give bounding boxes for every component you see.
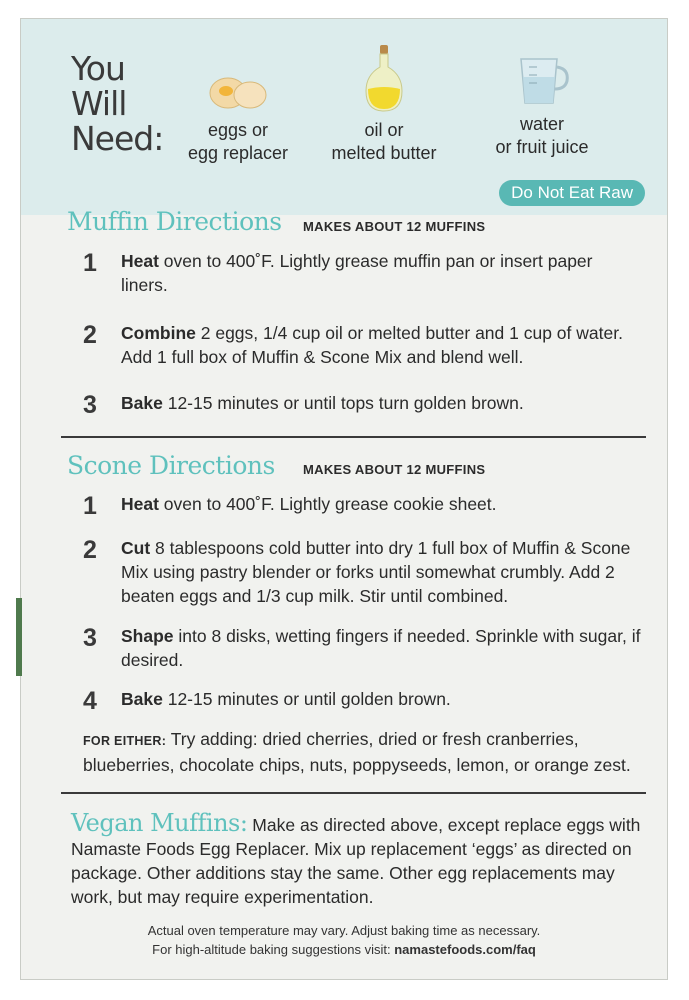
- step-keyword: Heat: [121, 251, 159, 271]
- scone-directions-title: Scone Directions: [67, 451, 275, 480]
- oven-note: Actual oven temperature may vary. Adjust baking time as necessary.: [147, 923, 541, 938]
- scone-yield: MAKES ABOUT 12 MUFFINS: [303, 462, 486, 477]
- step-keyword: Bake: [121, 393, 163, 413]
- ingredient-oil: [309, 45, 459, 165]
- faq-link[interactable]: namastefoods.com/faq: [394, 942, 536, 957]
- step-number: 2: [83, 321, 97, 349]
- step-text: oven to 400˚F. Lightly grease cookie sheet.: [158, 494, 497, 514]
- oil-bottle-icon: [362, 45, 406, 113]
- step-number: 1: [83, 249, 97, 277]
- for-either-note: [83, 727, 643, 777]
- step-number: 4: [83, 687, 97, 715]
- package-panel: [20, 18, 668, 980]
- step-text: into 8 disks, wetting fingers if needed. Sprinkle with sugar, if desired.: [121, 626, 641, 670]
- package-edge-mark: [16, 598, 22, 676]
- muffin-directions-title: Muffin Directions: [67, 207, 282, 236]
- vegan-muffins-text: Make as directed above, except replace eggs with Namaste Foods Egg Replacer. Mix up replacement ‘eggs’ as directed on package. Other additions stay the same. Other egg replacements may work, but may require experimentation.: [71, 815, 641, 907]
- step-text: 12-15 minutes or until tops turn golden brown.: [162, 393, 524, 413]
- ingredient-label: eggs or: [207, 120, 269, 140]
- step-text: 8 tablespoons cold butter into dry 1 full box of Muffin & Scone Mix using pastry blender or forks until somewhat crumbly. Add 2 beaten eggs and 1/3 cup milk. Stir until combined.: [121, 538, 631, 606]
- measuring-cup-icon: [511, 53, 573, 107]
- for-either-text: Try adding: dried cherries, dried or fresh cranberries, blueberries, chocolate chips, nuts, poppyseeds, lemon, or orange zest.: [83, 729, 631, 775]
- step-text: oven to 400˚F. Lightly grease muffin pan or insert paper liners.: [121, 251, 593, 295]
- do-not-eat-raw-badge: Do Not Eat Raw: [499, 180, 645, 206]
- step-text: 12-15 minutes or until golden brown.: [162, 689, 451, 709]
- title-line: Need:: [71, 119, 164, 158]
- step-keyword: Combine: [121, 323, 196, 343]
- eggs-icon: [206, 71, 270, 113]
- ingredient-label: melted butter: [331, 143, 437, 163]
- altitude-note: [21, 941, 667, 959]
- step-number: 2: [83, 536, 97, 564]
- for-either-label: FOR EITHER:: [83, 734, 167, 748]
- ingredient-water: [467, 53, 617, 159]
- ingredient-eggs: [163, 71, 313, 165]
- step-number: 1: [83, 492, 97, 520]
- step-keyword: Bake: [121, 689, 163, 709]
- step-keyword: Cut: [121, 538, 151, 558]
- title-line: You: [71, 49, 125, 88]
- ingredient-label: egg replacer: [187, 143, 289, 163]
- ingredient-label: or fruit juice: [495, 137, 589, 157]
- muffin-yield: MAKES ABOUT 12 MUFFINS: [303, 219, 486, 234]
- vegan-muffins-title: Vegan Muffins:: [71, 809, 248, 837]
- step-number: 3: [83, 624, 97, 652]
- step-keyword: Heat: [121, 494, 159, 514]
- title-line: Will: [71, 84, 127, 123]
- ingredient-label: water: [519, 114, 564, 134]
- section-divider: [61, 792, 646, 794]
- you-will-need-title: [71, 51, 163, 156]
- section-divider: [61, 436, 646, 438]
- step-text: 2 eggs, 1/4 cup oil or melted butter and 1 cup of water. Add 1 full box of Muffin & Scone Mix and blend well.: [121, 323, 623, 367]
- vegan-muffins-section: [71, 811, 656, 909]
- step-number: 3: [83, 391, 97, 419]
- ingredient-label: oil or: [364, 120, 404, 140]
- step-keyword: Shape: [121, 626, 174, 646]
- altitude-note-text: For high-altitude baking suggestions visit:: [152, 942, 395, 957]
